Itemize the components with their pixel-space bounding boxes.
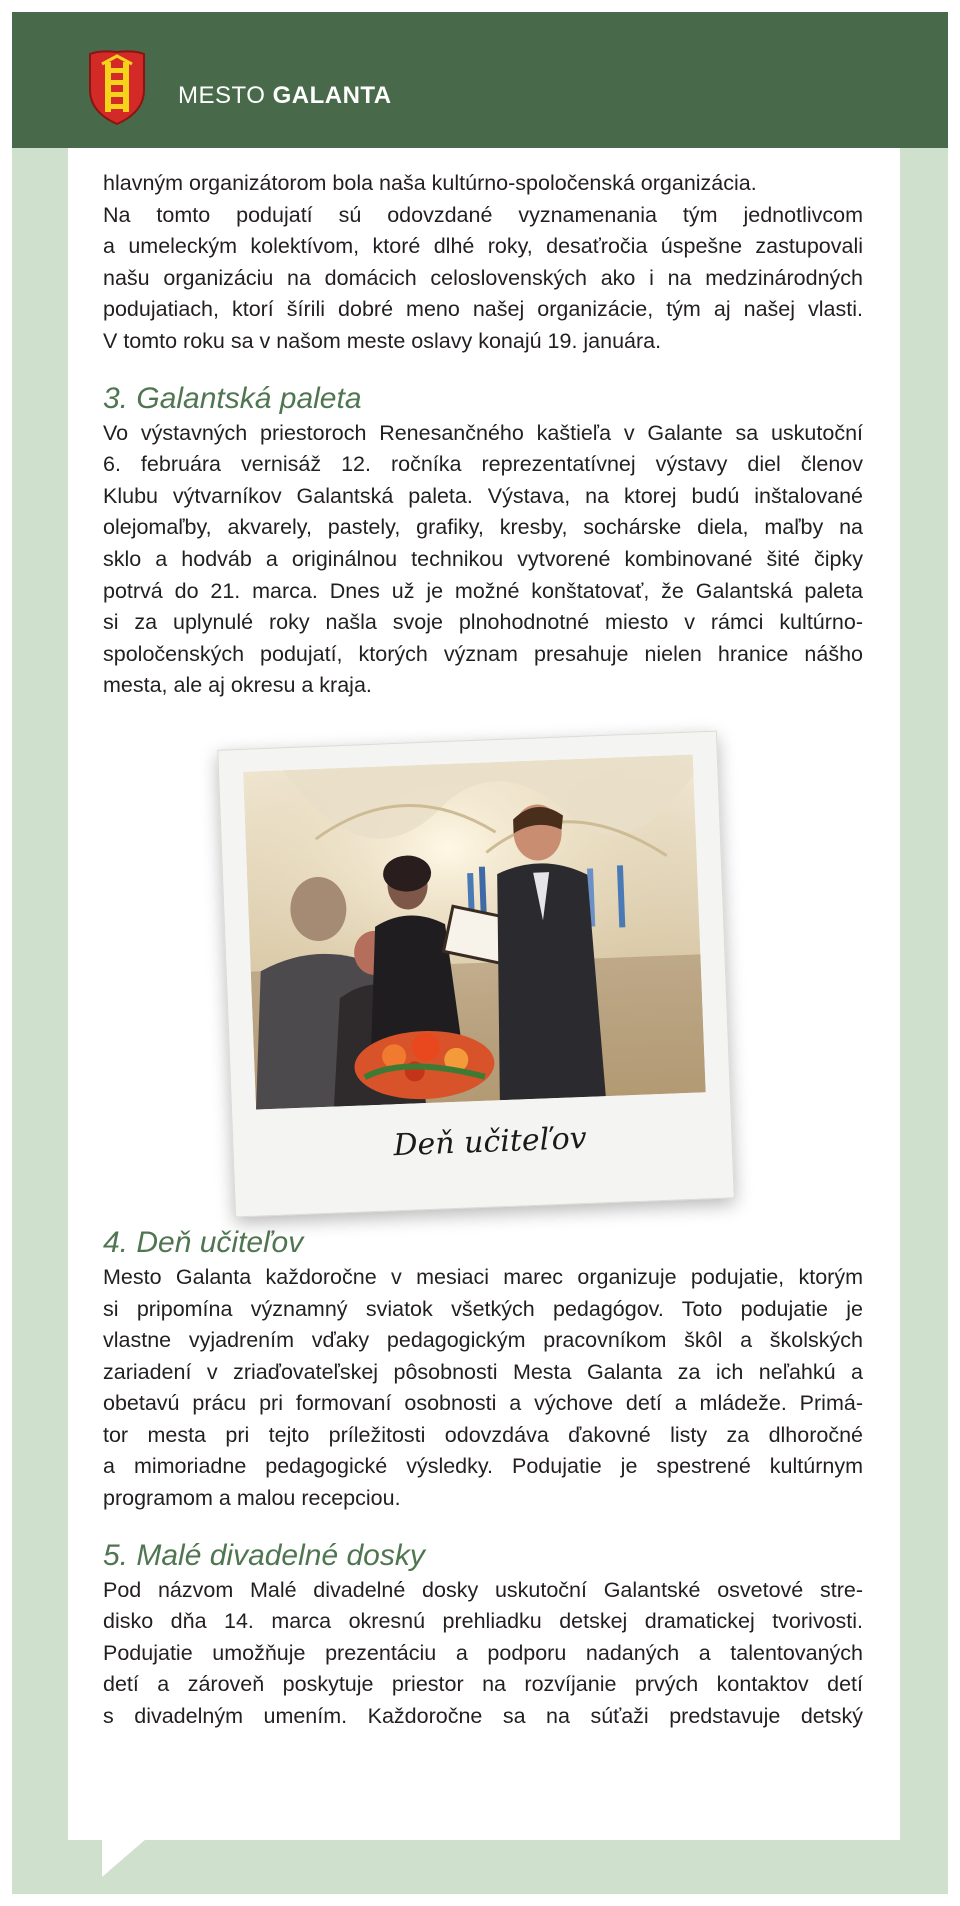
paragraph-line: Pod názvom Malé divadelné dosky uskutoční Galantské osvetové stre- <box>103 1577 863 1602</box>
photo-caption: Deň učiteľov <box>392 1120 588 1164</box>
paragraph-line: si pripomína významný sviatok všetkých pedagógov. Toto podujatie je <box>103 1296 863 1321</box>
brand-prefix: MESTO <box>178 82 266 109</box>
intro-line: hlavným organizátorom bola naša kultúrno-spoločenská organizácia. <box>103 171 757 195</box>
paragraph-line: si za uplynulé roky našla svoje plnohodnotné miesto v rámci kultúrno- <box>103 610 863 635</box>
paragraph-line: zariadení v zriaďovateľskej pôsobnosti Mesta Galanta za ich neľahkú a <box>103 1359 863 1384</box>
paragraph-line: Podujatie umožňuje prezentáciu a podporu nadaných a talentovaných <box>103 1640 863 1665</box>
paragraph-line: disko dňa 14. marca okresnú prehliadku detskej dramatickej tvorivosti. <box>103 1609 863 1634</box>
paragraph-line: mesta, ale aj okresu a kraja. <box>103 673 372 698</box>
brand-title <box>178 82 392 110</box>
polaroid-frame <box>217 731 735 1218</box>
section-paragraph-galantska-paleta <box>103 418 863 702</box>
paragraph-line: 6. februára vernisáž 12. ročníka reprezentatívnej výstavy diel členov <box>103 452 863 477</box>
paragraph-line: programom a malou recepciou. <box>103 1486 401 1511</box>
paragraph-line: s divadelným umením. Každoročne sa na súťaži predstavuje detský <box>103 1704 863 1729</box>
photo-figure <box>200 730 760 1240</box>
section-heading-den-ucitelov: 4. Deň učiteľov <box>103 1225 304 1259</box>
section-paragraph-male-divadelne-dosky <box>103 1575 863 1733</box>
intro-line: našu organizáciu na domácich celoslovenských ako i na medzinárodných <box>103 265 863 290</box>
paragraph-line: tor mesta pri tejto príležitosti odovzdáva ďakovné listy za dlhoročné <box>103 1422 863 1447</box>
galanta-coat-of-arms-icon <box>84 50 150 126</box>
paragraph-line: a mimoriadne pedagogické výsledky. Podujatie je spestrené kultúrnym <box>103 1454 863 1479</box>
header-bar <box>12 12 948 148</box>
section-paragraph-den-ucitelov <box>103 1262 863 1515</box>
intro-line: a umeleckým kolektívom, ktoré dlhé roky, desaťročia úspešne zastupovali <box>103 234 863 259</box>
intro-line: podujatiach, ktorí šírili dobré meno našej organizácie, tým aj našej vlasti. <box>103 297 863 322</box>
paragraph-line: Klubu výtvarníkov Galantská paleta. Výstava, na ktorej budú inštalované <box>103 483 863 508</box>
intro-paragraph <box>103 168 863 358</box>
intro-line: V tomto roku sa v našom meste oslavy konajú 19. januára. <box>103 328 662 353</box>
paragraph-line: obetavú prácu pri formovaní osobnosti a výchove detí a mládeže. Primá- <box>103 1391 863 1416</box>
section-heading-male-divadelne-dosky: 5. Malé divadelné dosky <box>103 1538 425 1572</box>
brand-name: GALANTA <box>272 82 392 109</box>
paragraph-line: potrvá do 21. marca. Dnes už je možné konštatovať, že Galantská paleta <box>103 578 863 603</box>
paragraph-line: vlastne vyjadrením vďaky pedagogickým pracovníkom škôl a školských <box>103 1328 863 1353</box>
section-heading-galantska-paleta: 3. Galantská paleta <box>103 381 362 415</box>
paragraph-line: olejomaľby, akvarely, pastely, grafiky, kresby, sochárske diela, maľby na <box>103 515 863 540</box>
paragraph-line: sklo a hodváb a originálnou technikou vytvorené kombinované šité čipky <box>103 546 863 571</box>
sheet-tail <box>102 1839 146 1877</box>
paragraph-line: Vo výstavných priestoroch Renesančného kaštieľa v Galante sa uskutoční <box>103 420 863 445</box>
teachers-day-photo <box>243 755 706 1110</box>
paragraph-line: spoločenských podujatí, ktorých význam presahuje nielen hranice nášho <box>103 641 863 666</box>
paragraph-line: Mesto Galanta každoročne v mesiaci marec organizuje podujatie, ktorým <box>103 1264 863 1289</box>
intro-line: Na tomto podujatí sú odovzdané vyznamenania tým jednotlivcom <box>103 202 863 227</box>
paragraph-line: detí a zároveň poskytuje priestor na rozvíjanie prvých kontaktov detí <box>103 1672 863 1697</box>
